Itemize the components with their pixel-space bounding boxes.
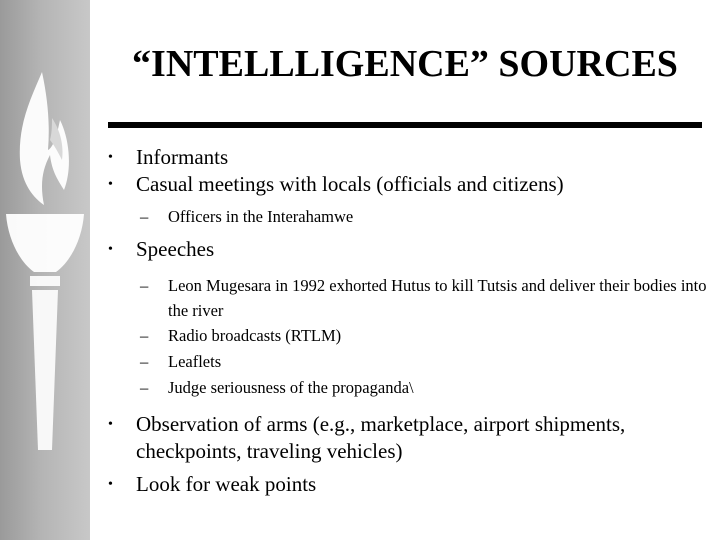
list-item bbox=[108, 471, 708, 498]
list-item-text: Casual meetings with locals (officials and citizens) bbox=[136, 172, 564, 196]
sub-list-item-text: Leaflets bbox=[168, 352, 222, 371]
slide-title: “INTELLLIGENCE” SOURCES bbox=[132, 43, 678, 85]
dash-icon: – bbox=[140, 326, 149, 345]
list-item-text: Look for weak points bbox=[136, 472, 317, 496]
sidebar-panel bbox=[0, 0, 90, 540]
sub-list-item bbox=[108, 349, 708, 375]
list-item-text: Speeches bbox=[136, 237, 215, 261]
list-item bbox=[108, 236, 708, 263]
bullet-icon: • bbox=[108, 177, 113, 192]
sub-list-item-text: Radio broadcasts (RTLM) bbox=[168, 326, 342, 345]
dash-icon: – bbox=[140, 207, 149, 226]
sub-list-item bbox=[108, 323, 708, 349]
bullet-list bbox=[108, 144, 708, 498]
bullet-icon: • bbox=[108, 417, 113, 432]
dash-icon: – bbox=[140, 352, 149, 371]
dash-icon: – bbox=[140, 378, 149, 397]
sub-list-item-text: Officers in the Interahamwe bbox=[168, 207, 354, 226]
torch-icon bbox=[0, 0, 90, 540]
sub-list-item bbox=[108, 273, 708, 323]
bullet-icon: • bbox=[108, 150, 113, 165]
list-item bbox=[108, 171, 708, 198]
sub-list-item-text: Leon Mugesara in 1992 exhorted Hutus to kill Tutsis and deliver their bodies into the river bbox=[168, 276, 707, 320]
spacer bbox=[108, 401, 708, 411]
spacer bbox=[108, 263, 708, 273]
sub-list-item bbox=[108, 375, 708, 401]
bullet-icon: • bbox=[108, 242, 113, 257]
title-divider bbox=[108, 122, 702, 128]
list-item-text: Observation of arms (e.g., marketplace, airport shipments, checkpoints, traveling vehicles) bbox=[136, 412, 626, 463]
dash-icon: – bbox=[140, 276, 149, 295]
sub-list-item-text: Judge seriousness of the propaganda\ bbox=[168, 378, 414, 397]
list-item-text: Informants bbox=[136, 145, 229, 169]
list-item bbox=[108, 411, 708, 465]
list-item bbox=[108, 144, 708, 171]
bullet-icon: • bbox=[108, 477, 113, 492]
sub-list-item bbox=[108, 204, 708, 230]
